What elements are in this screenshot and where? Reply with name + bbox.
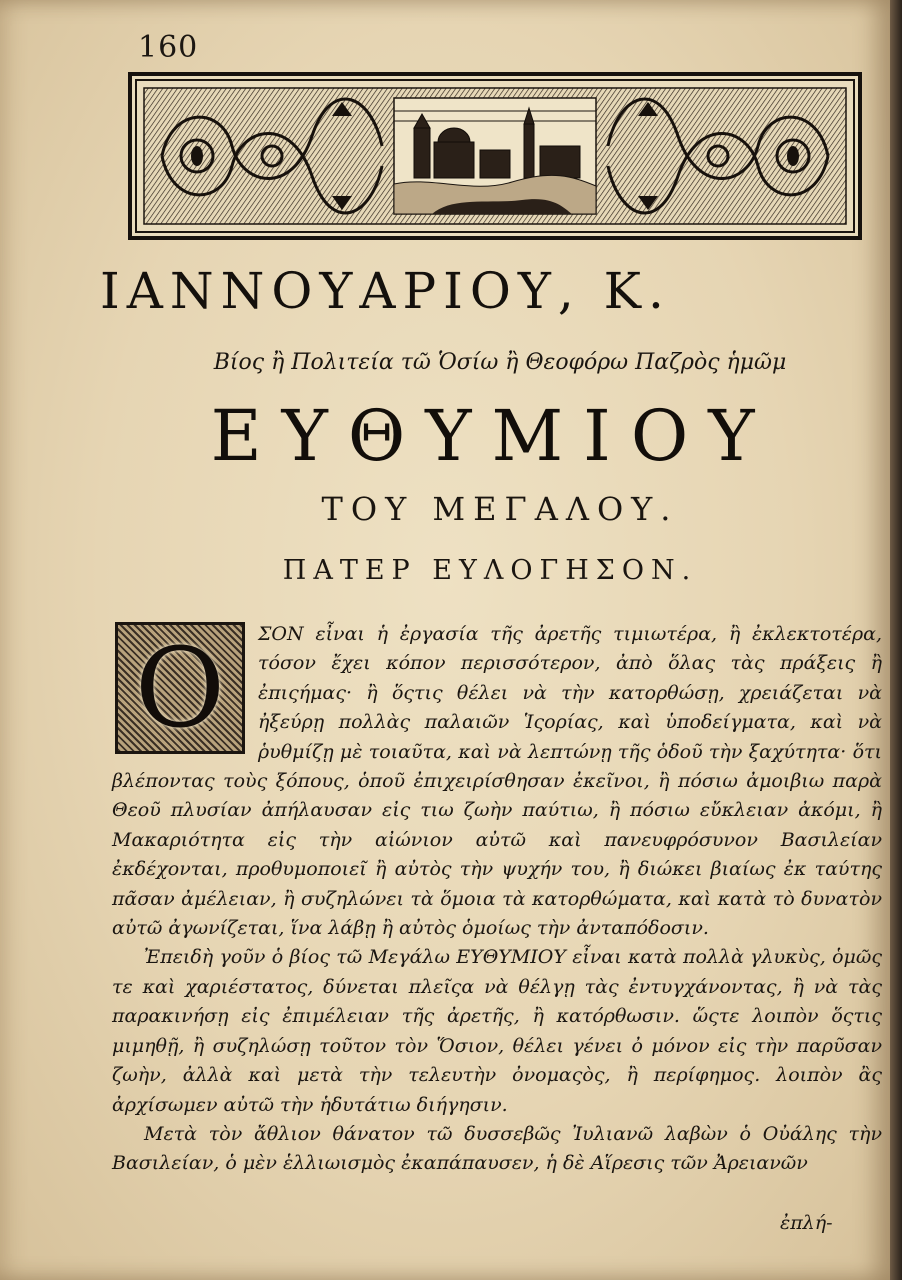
engraved-headpiece <box>128 72 862 240</box>
paragraph <box>112 1120 882 1179</box>
paragraph-text: Μετὰ τὸν ἄθλιον θάνατον τῶ δυσσεβῶς Ἰυλιανῶ λαβὼν ὁ Οὐάλης τὴν Βασιλείαν, ὁ μὲν ἑλλιωισμὸς ἐκαπάπαυσεν, ἡ δὲ Αἵρεσις τῶν Ἀρειανῶν <box>112 1122 882 1175</box>
month-title: ΙΑΝΝΟΥΑΡΙΟΥ, Κ. <box>100 262 671 320</box>
paragraph-text: Ἐπειδὴ γοῦν ὁ βίος τῶ Μεγάλω ΕΥΘΥΜΙΟΥ εἶναι κατὰ πολλὰ γλυκὺς, ὁμῶς τε καὶ χαριέστατος, δύνεται πλεῖςα νὰ θέλγῃ τὰς ἐντυγχάνοντας, ἢ νὰ τὰς παρακινήσῃ εἰς ἐπιμέλειαν τῆς ἀρετῆς, ἢ κατόρθωσιν. ὥςτε λοιπὸν ὅςτις μιμηθῇ, ἢ συζηλώσῃ τοῦτον τὸν Ὅσιον, θέλει γένει ὀ μόνον εἰς τὴν παρῦσαν ζωὴν, ἀλλὰ καὶ μετὰ τὴν τελευτὴν ὀνομαςὸς, ἢ περίφημος. λοιπὸν ἂς ἀρχίσωμεν αὐτῶ τὴν ἡδυτάτιω διήγησιν. <box>112 946 882 1116</box>
blessing-heading: ΠΑΤΕΡ ΕΥΛΟΓΗΣΟΝ. <box>282 555 698 586</box>
headpiece-engraving <box>132 76 858 236</box>
paragraph: ΣΟΝ εἶναι ἡ ἐργασία τῆς ἀρετῆς τιμιωτέρα, ἢ ἐκλεκτοτέρα, τόσον ἔχει κόπον περισσότερον, ἀπὸ ὅλας τὰς πράξεις ἢ ἐπιςήμας· ἢ ὅςτις θέλει νὰ τὴν κατορθώσῃ, χρειάζεται νὰ ἠξεύρῃ πολλὰς παλαιῶν Ἱςορίας, καὶ ὑποδείγματα, καὶ νὰ ῥυθμίζῃ μὲ τοιαῦτα, καὶ νὰ λεπτώνῃ τῆς ὁδοῦ τὴν ξαχύτητα· ὅτι βλέποντας τοὺς ξόπους, ὁποῦ ἐπιχειρίσθησαν ἐκεῖνοι, ἢ πόσιω ἀμοιβιω παρὰ Θεοῦ πλυσίαν ἀπήλαυσαν εἰς τιω ζωὴν παύτιω, ἢ πόσιω εὔκλειαν ἀκόμι, ἢ Μακαριότητα εἰς τὴν αἰώνιον αὐτῶ καὶ πανευφρόσυνον Βασιλείαν ἐκδέχονται, προθυμοποιεῖ ἢ αὐτὸς τὴν ψυχήν του, ἢ διώκει βιαίως ἐκ ταύτης πᾶσαν ἀμέλειαν, ἢ συζηλώνει τὰ ὅμοια τὰ κατορθώματα, καὶ κατὰ τὸ δυνατὸν αὐτῶ ἀγωνίζεται, ἵνα λάβῃ ἢ αὐτὸς ὁμοίως τὴν ἀνταπόδοσιν. <box>112 623 882 940</box>
paragraph <box>112 943 882 1119</box>
saint-name: ΕΥΘΥΜΙΟΥ <box>210 395 775 477</box>
initial-space <box>112 620 258 766</box>
saint-epithet: ΤΟΥ ΜΕΓΑΛΟΥ. <box>321 490 679 528</box>
initial-letter: Ο <box>134 624 226 752</box>
catchword: ἐπλή- <box>780 1212 833 1234</box>
page-number: 160 <box>138 30 199 65</box>
life-subtitle: Βίος ἢ Πολιτεία τῶ Ὁσίω ἢ Θεοφόρω Παζρὸς ἡμῶμ <box>213 350 787 375</box>
book-gutter-edge <box>890 0 902 1280</box>
body-text <box>112 620 882 1260</box>
